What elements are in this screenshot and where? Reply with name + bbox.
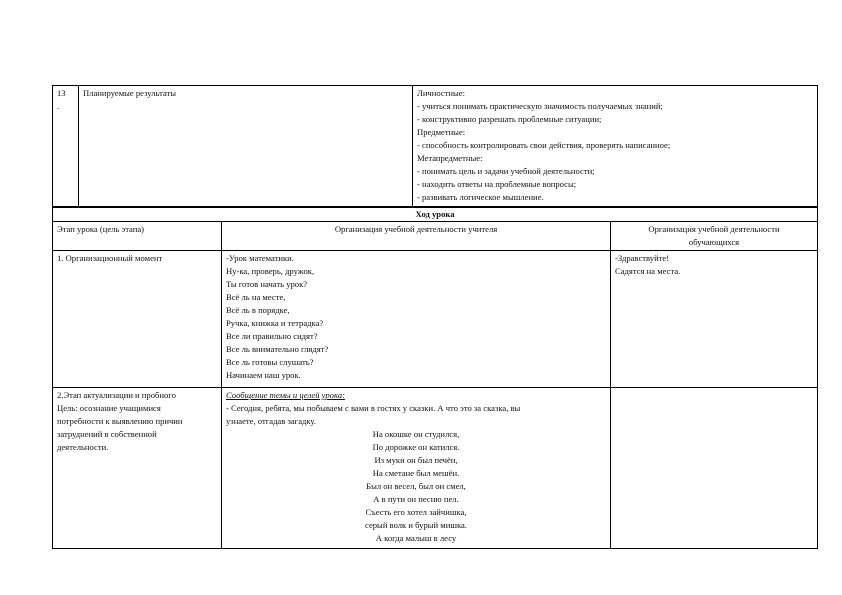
poem-line: На сметане был мешён. (372, 468, 460, 478)
stage-line: затруднений в собственной (57, 429, 157, 439)
lesson-title: Ход урока (415, 209, 455, 219)
actualization-row (53, 388, 818, 549)
teacher-line: Ты готов начать урок? (226, 279, 308, 289)
row-number-dot: . (57, 101, 60, 111)
student-line: Садятся на места. (615, 266, 681, 276)
riddle-poem (226, 428, 606, 545)
result-line: Метапредметные: (417, 153, 483, 163)
poem-line: Был он весел, был он смел, (366, 481, 466, 491)
poem-line: Съесть его хотел зайчишка, (365, 507, 467, 517)
result-line: Личностные: (417, 88, 466, 98)
teacher-line: Все ли правильно сидят? (226, 331, 318, 341)
teacher-line: узнаете, отгадав загадку. (226, 416, 317, 426)
teacher-line: Начинаем наш урок. (226, 370, 301, 380)
lesson-title-cell (53, 208, 818, 222)
teacher-line: -Урок математики. (226, 253, 294, 263)
header-row (53, 222, 818, 251)
stage-line: потребности к выявлению причин (57, 416, 183, 426)
student-line: -Здравствуйте! (615, 253, 670, 263)
teacher-activity-cell (222, 388, 611, 549)
lesson-course-table (52, 207, 818, 549)
teacher-line: Ручка, книжка и тетрадка? (226, 318, 324, 328)
result-line: - конструктивно разрешать проблемные ситуации; (417, 114, 602, 124)
teacher-line: Ну-ка, проверь, дружок, (226, 266, 315, 276)
header-stage-label: Этап урока (цель этапа) (57, 224, 145, 234)
teacher-line: - Сегодня, ребята, мы побываем с вами в гостях у сказки. А что это за сказка, вы (226, 403, 521, 413)
result-line: - понимать цель и задачи учебной деятельности; (417, 166, 595, 176)
header-students-label: обучающихся (688, 237, 740, 247)
teacher-line: Все ль внимательно глядят? (226, 344, 329, 354)
teacher-line: Всё ль в порядке, (226, 305, 290, 315)
student-activity-cell (611, 388, 818, 549)
topic-heading: Сообщение темы и целей урока: (226, 390, 345, 400)
lesson-title-row (53, 208, 818, 222)
planned-results-table (52, 85, 818, 208)
stage-cell (53, 388, 222, 549)
poem-line: По дорожке он катился. (372, 442, 460, 452)
result-line: Предметные: (417, 127, 466, 137)
poem-line: серый волк и бурый мишка. (365, 520, 467, 530)
planned-results-list-cell (413, 86, 818, 208)
row-number-cell (53, 86, 79, 208)
result-line: - способность контролировать свои действия, проверять написанное; (417, 140, 671, 150)
result-line: - находить ответы на проблемные вопросы; (417, 179, 577, 189)
stage-cell (53, 251, 222, 388)
organizational-moment-row (53, 251, 818, 388)
result-line: - учиться понимать практическую значимость получаемых знаний; (417, 101, 663, 111)
stage-line: 2.Этап актуализации и пробного (57, 390, 176, 400)
header-students (611, 222, 818, 251)
teacher-activity-cell (222, 251, 611, 388)
teacher-line: Все ль готовы слушать? (226, 357, 314, 367)
planned-results-label: Планируемые результаты (83, 88, 177, 98)
header-students-label: Организация учебной деятельности (648, 224, 780, 234)
stage-label: 1. Организационный момент (57, 253, 163, 263)
row-number: 13 (57, 88, 66, 98)
stage-line: деятельности. (57, 442, 109, 452)
planned-results-label-cell (79, 86, 413, 208)
poem-line: Из муки он был печён, (374, 455, 458, 465)
student-activity-cell (611, 251, 818, 388)
poem-line: А в пути он песню пел. (373, 494, 459, 504)
result-line: - развивать логическое мышление. (417, 192, 544, 202)
poem-line: А когда малыш в лесу (375, 533, 457, 543)
lesson-plan-sheet (52, 85, 817, 549)
header-stage (53, 222, 222, 251)
planned-results-row (53, 86, 818, 208)
poem-line: На окошке он студился, (372, 429, 460, 439)
header-teacher-label: Организация учебной деятельности учителя (334, 224, 498, 234)
header-teacher (222, 222, 611, 251)
stage-line: Цель: осознание учащимися (57, 403, 161, 413)
teacher-line: Всё ль на месте, (226, 292, 286, 302)
